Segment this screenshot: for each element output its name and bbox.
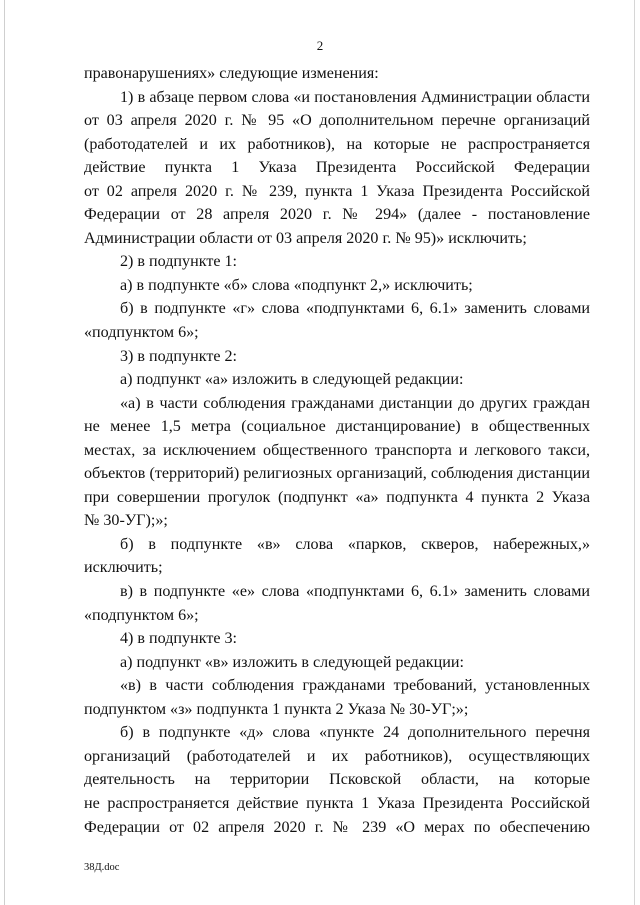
text-line: деятельность на территории Псковской области, на которые [84, 771, 590, 789]
text-line: при совершении прогулок (подпункт «а» подпункта 4 пункта 2 Указа [84, 488, 590, 506]
document-body [84, 62, 590, 839]
text-line: в) в подпункте «е» слова «подпунктами 6, 6.1» заменить словами [120, 583, 590, 601]
text-line: № 30-УГ);»; [84, 512, 168, 530]
text-line: действие пункта 1 Указа Президента Российской Федерации [84, 159, 590, 177]
text-line: «а) в части соблюдения гражданами дистанции до других граждан [120, 394, 590, 412]
text-line: б) в подпункте «г» слова «подпунктами 6, 6.1» заменить словами [120, 300, 590, 318]
text-line: 1) в абзаце первом слова «и постановления Администрации области [120, 88, 590, 106]
text-line: организаций (работодателей и их работников), осуществляющих [84, 747, 590, 765]
text-line: Федерации от 28 апреля 2020 г. № 294» (далее - постановление [84, 206, 590, 224]
text-line: от 02 апреля 2020 г. № 239, пункта 1 Указа Президента Российской [84, 182, 590, 200]
text-line: от 03 апреля 2020 г. № 95 «О дополнительном перечне организаций [84, 112, 590, 130]
text-line: Администрации области от 03 апреля 2020 г. № 95)» исключить; [84, 229, 527, 247]
scan-edge-right [634, 0, 635, 905]
text-line: а) подпункт «в» изложить в следующей редакции: [120, 653, 464, 671]
text-line: не распространяется действие пункта 1 Указа Президента Российской [84, 794, 590, 812]
text-line: местах, за исключением общественного транспорта и легкового такси, [84, 441, 590, 459]
text-line: исключить; [84, 559, 163, 577]
text-line: б) в подпункте «в» слова «парков, скверов, набережных,» [120, 535, 590, 553]
text-line: не менее 1,5 метра (социальное дистанцирование) в общественных [84, 418, 590, 436]
footer-file-name: 38Д.doc [84, 862, 120, 873]
text-line: (работодателей и их работников), на которые не распространяется [84, 135, 590, 153]
text-line: Федерации от 02 апреля 2020 г. № 239 «О мерах по обеспечению [84, 818, 590, 836]
page-number: 2 [316, 38, 324, 53]
text-line: а) в подпункте «б» слова «подпункт 2,» исключить; [120, 276, 473, 294]
scan-edge-left [4, 0, 5, 905]
text-line: а) подпункт «а» изложить в следующей редакции: [120, 371, 464, 389]
text-line: объектов (территорий) религиозных организаций, соблюдения дистанции [84, 465, 590, 483]
text-line: «подпунктом 6»; [84, 606, 199, 624]
text-line: 3) в подпункте 2: [120, 347, 238, 365]
text-line: «в) в части соблюдения гражданами требований, установленных [120, 677, 590, 695]
text-line: 4) в подпункте 3: [120, 630, 238, 648]
text-line: подпунктом «з» подпункта 1 пункта 2 Указа № 30-УГ;»; [84, 700, 469, 718]
text-line: правонарушениях» следующие изменения: [84, 65, 379, 82]
text-line: 2) в подпункте 1: [120, 253, 238, 271]
text-line: б) в подпункте «д» слова «пункте 24 дополнительного перечня [120, 724, 590, 742]
text-line: «подпунктом 6»; [84, 324, 199, 342]
